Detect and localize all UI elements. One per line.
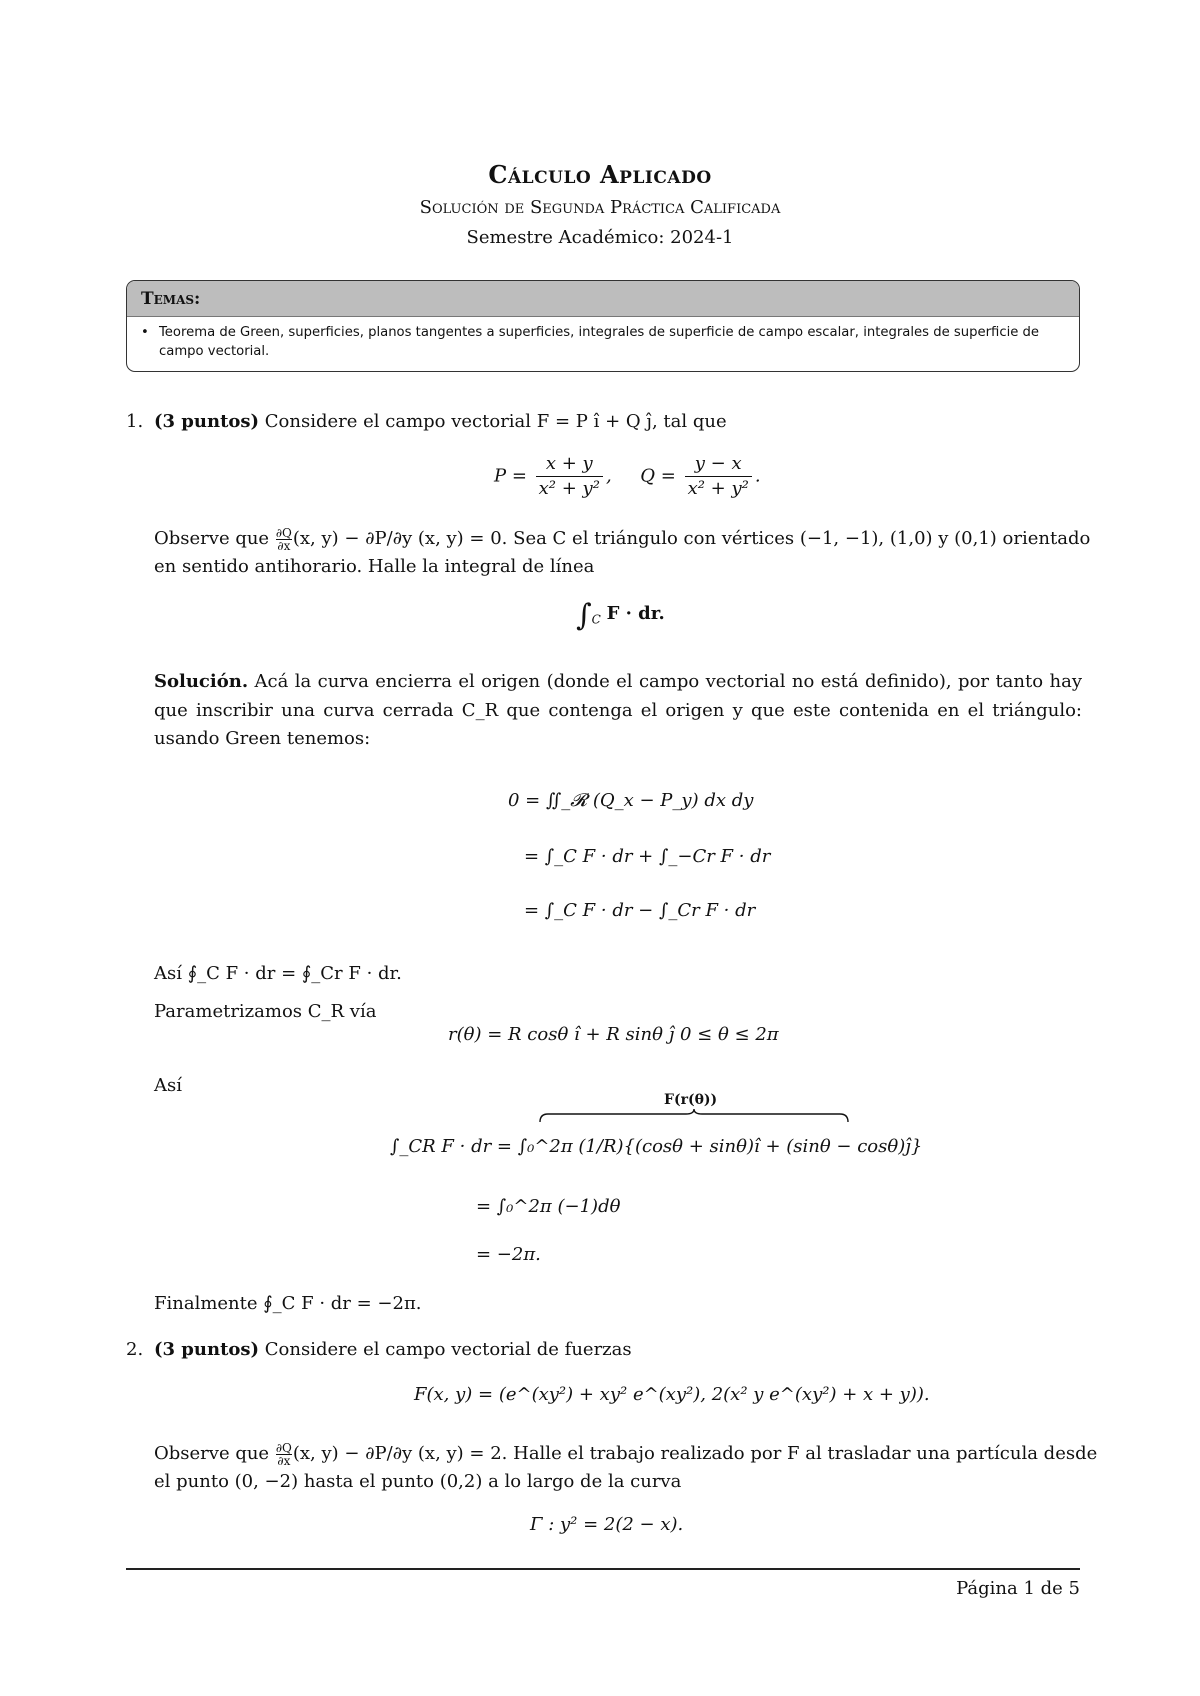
problem-2-statement (154, 1336, 632, 1364)
calc-step-2: = ∫₀^2π (−1)dθ (476, 1196, 621, 1217)
force-field-equation: F(x, y) = (e^(xy²) + xy² e^(xy²), 2(x² y e^(xy²) + x + y)). (414, 1384, 930, 1405)
temas-item: Teorema de Green, superficies, planos tangentes a superficies, integrales de superficie de campo escalar, integrales de superficie de campo vectorial. (159, 325, 1040, 359)
observe-prefix-2: Observe que (154, 1443, 270, 1464)
temas-list (127, 317, 1079, 361)
solution-text: Acá la curva encierra el origen (donde el campo vectorial no está definido), por tanto hay que inscribir una curva cerrada C_R que contenga el origen y que este contenida en el triángulo: usando Green tenemos: (154, 671, 1082, 750)
problem-1-number: 1. (126, 411, 144, 432)
calc-step-3: = −2π. (476, 1244, 541, 1265)
problem-2-number: 2. (126, 1339, 144, 1360)
problem-1-text: Considere el campo vectorial F = P î + Q ĵ, tal que (264, 411, 727, 432)
asi-1: Así ∮_C F · dr = ∮_Cr F · dr. (154, 963, 402, 984)
dq-dx-fraction-2: $\frac{\partial Q}{\partial x}$ (275, 1440, 292, 1468)
eq-p-label: P = (494, 465, 527, 487)
footer-divider (126, 1568, 1080, 1570)
solution-paragraph (154, 668, 1082, 754)
problem-2-observe-line2: el punto (0, −2) hasta el punto (0,2) a lo largo de la curva (154, 1471, 682, 1492)
fraction-q-den: x² + y² (687, 478, 749, 499)
observe-text-2: (x, y) − ∂P/∂y (x, y) = 2. Halle el trabajo realizado por F al trasladar una partícula desde (292, 1443, 1098, 1464)
fraction-q-num: y − x (685, 452, 752, 477)
temas-box (126, 280, 1080, 372)
solution-label: Solución. (154, 671, 249, 692)
asi-2: Así (154, 1075, 182, 1096)
equation-p-q: P = $\frac{x + y}{\text{x² + y²}}$ , Q = $\frac{y - x}{\text{x² + y²}}$ . (494, 453, 761, 499)
bullet-icon: • (141, 325, 149, 340)
problem-1-statement (154, 408, 727, 436)
dq-dx-fraction: $\frac{\partial Q}{\partial x}$ (275, 525, 292, 553)
semester-label: Semestre Académico: 2024-1 (466, 227, 734, 248)
observe-prefix: Observe que (154, 528, 270, 549)
param-text: Parametrizamos C_R vía (154, 1001, 377, 1022)
green-step-1: 0 = ∬_𝓡 (Q_x − P_y) dx dy (508, 790, 754, 811)
fraction-p-den: x² + y² (538, 478, 600, 499)
final-result: Finalmente ∮_C F · dr = −2π. (154, 1293, 422, 1314)
curve-equation: Γ : y² = 2(2 − x). (530, 1514, 684, 1535)
temas-heading: Temas: (127, 281, 1079, 317)
calc-step-1: ∫_CR F · dr = ∫₀^2π (1/R){(cosθ + sinθ)î + (sinθ − cosθ)ĵ} (390, 1136, 923, 1157)
eq-q-label: Q = (640, 465, 676, 487)
problem-2-text: Considere el campo vectorial de fuerzas (264, 1339, 632, 1360)
problem-2-observe (154, 1440, 1097, 1468)
problem-1-observe (154, 525, 1090, 553)
brace-label: F(r(θ)) (664, 1092, 718, 1108)
line-integral: $\int_C$ F · dr. (576, 598, 665, 633)
problem-1-points: (3 puntos) (154, 411, 260, 432)
overbrace-icon (538, 1108, 850, 1124)
document-title: Cálculo Aplicado (488, 160, 712, 189)
green-step-2: = ∫_C F · dr + ∫_−Cr F · dr (524, 846, 771, 867)
observe-text: (x, y) − ∂P/∂y (x, y) = 0. Sea C el triángulo con vértices (−1, −1), (1,0) y (0,1) orientado (292, 528, 1091, 549)
line-integral-text: F · dr. (606, 603, 665, 624)
problem-2-points: (3 puntos) (154, 1339, 260, 1360)
fraction-q (685, 452, 752, 501)
green-step-3: = ∫_C F · dr − ∫_Cr F · dr (524, 900, 756, 921)
fraction-p-num: x + y (536, 452, 603, 477)
problem-1-observe-line2: en sentido antihorario. Halle la integral de línea (154, 556, 595, 577)
param-equation: r(θ) = R cosθ î + R sinθ ĵ 0 ≤ θ ≤ 2π (448, 1024, 779, 1045)
fraction-p (536, 452, 603, 501)
document-subtitle: Solución de Segunda Práctica Calificada (419, 197, 781, 218)
page-number: Página 1 de 5 (956, 1578, 1080, 1599)
